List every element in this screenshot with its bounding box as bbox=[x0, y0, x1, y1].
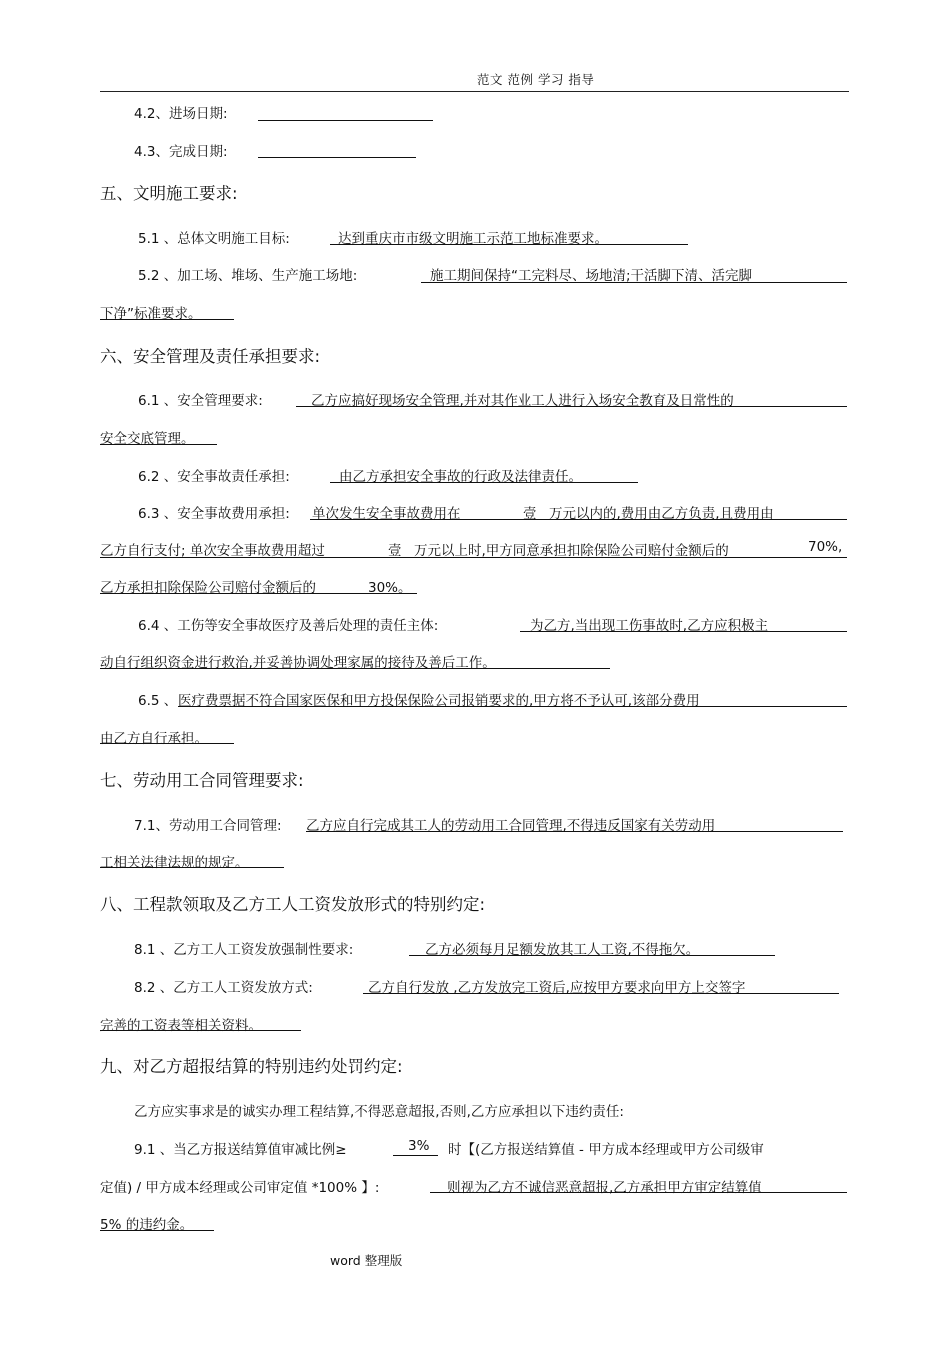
item-7-1-label: 7.1、劳动用工合同管理: bbox=[134, 818, 282, 834]
item-6-1-underline bbox=[296, 406, 847, 407]
item-6-3-amount-2: 壹 bbox=[388, 543, 402, 559]
item-6-3-percent-1: 70%, bbox=[808, 539, 843, 555]
item-6-3-percent-2: 30%。 bbox=[368, 580, 412, 596]
header-rule bbox=[100, 91, 849, 92]
item-6-1-continued: 安全交底管理。 bbox=[100, 431, 195, 447]
item-9-1-percent-underline bbox=[393, 1155, 438, 1156]
section-7-title: 七、劳动用工合同管理要求: bbox=[100, 771, 304, 790]
item-5-2-continued: 下净”标准要求。 bbox=[100, 306, 202, 322]
item-9-1-percent: 3% bbox=[408, 1138, 430, 1154]
item-7-1-continued-underline bbox=[100, 867, 284, 868]
item-5-2-underline bbox=[421, 282, 847, 283]
item-8-2-label: 8.2 、乙方工人工资发放方式: bbox=[134, 980, 313, 996]
item-6-1-value: 乙方应搞好现场安全管理,并对其作业工人进行入场安全教育及日常性的 bbox=[311, 393, 734, 409]
item-7-1-underline bbox=[306, 831, 843, 832]
item-7-1-continued: 工相关法律法规的规定。 bbox=[100, 855, 249, 871]
item-5-1-value: 达到重庆市市级文明施工示范工地标准要求。 bbox=[338, 231, 608, 247]
item-9-1-line-2: 定值) / 甲方成本经理或公司审定值 *100% 】: bbox=[100, 1180, 380, 1196]
item-6-5-label: 6.5 、 bbox=[138, 693, 178, 709]
item-4-2-label: 4.2、进场日期: bbox=[134, 106, 228, 122]
page-footer: word 整理版 bbox=[330, 1253, 403, 1268]
item-9-1-continued: 5% 的违约金。 bbox=[100, 1217, 194, 1233]
page-header: 范文 范例 学习 指导 bbox=[477, 72, 595, 87]
item-6-3-underline-1 bbox=[310, 519, 847, 520]
item-6-3-underline-2 bbox=[100, 557, 847, 558]
item-6-3-underline-3 bbox=[100, 593, 417, 594]
item-6-4-underline bbox=[520, 631, 847, 632]
item-6-1-label: 6.1 、安全管理要求: bbox=[138, 393, 263, 409]
item-4-2-blank bbox=[258, 120, 433, 121]
item-6-4-value: 为乙方,当出现工伤事故时,乙方应积极主 bbox=[530, 618, 769, 634]
item-9-1-text: 时【(乙方报送结算值 - 甲方成本经理或甲方公司级审 bbox=[448, 1142, 764, 1158]
item-6-4-label: 6.4 、工伤等安全事故医疗及善后处理的责任主体: bbox=[138, 618, 439, 634]
item-6-2-value: 由乙方承担安全事故的行政及法律责任。 bbox=[339, 469, 582, 485]
item-6-5-continued: 由乙方自行承担。 bbox=[100, 731, 208, 747]
item-8-2-continued: 完善的工资表等相关资料。 bbox=[100, 1018, 262, 1034]
item-8-1-underline bbox=[409, 955, 775, 956]
item-8-1-label: 8.1 、乙方工人工资发放强制性要求: bbox=[134, 942, 354, 958]
item-4-3-label: 4.3、完成日期: bbox=[134, 144, 228, 160]
section-8-title: 八、工程款领取及乙方工人工资发放形式的特别约定: bbox=[100, 895, 486, 914]
item-6-3-label: 6.3 、安全事故费用承担: bbox=[138, 506, 290, 522]
item-9-1-continued-underline bbox=[100, 1230, 214, 1231]
item-6-3-text-d: 乙方自行支付; 单次安全事故费用超过 bbox=[100, 543, 325, 559]
item-8-2-continued-underline bbox=[100, 1030, 301, 1031]
section-6-title: 六、安全管理及责任承担要求: bbox=[100, 347, 321, 366]
item-7-1-value: 乙方应自行完成其工人的劳动用工合同管理,不得违反国家有关劳动用 bbox=[306, 818, 716, 834]
item-6-5-underline bbox=[178, 706, 847, 707]
item-6-3-text-c: 万元以内的,费用由乙方负责,且费用由 bbox=[549, 506, 774, 522]
item-6-3-amount-1: 壹 bbox=[523, 506, 537, 522]
item-6-3-text-a: 单次发生安全事故费用在 bbox=[312, 506, 461, 522]
item-9-1-underline bbox=[430, 1192, 847, 1193]
item-8-1-value: 乙方必须每月足额发放其工人工资,不得拖欠。 bbox=[425, 942, 700, 958]
item-6-1-continued-underline bbox=[100, 444, 217, 445]
section-5-title: 五、文明施工要求: bbox=[100, 184, 238, 203]
item-6-5-value: 医疗费票据不符合国家医保和甲方投保保险公司报销要求的,甲方将不予认可,该部分费用 bbox=[178, 693, 700, 709]
section-9-intro: 乙方应实事求是的诚实办理工程结算,不得恶意超报,否则,乙方应承担以下违约责任: bbox=[134, 1104, 624, 1120]
item-9-1-value: 则视为乙方不诚信恶意超报,乙方承担甲方审定结算值 bbox=[447, 1180, 762, 1196]
item-6-5-continued-underline bbox=[100, 743, 234, 744]
item-8-2-underline bbox=[363, 993, 839, 994]
item-8-2-value: 乙方自行发放 ,乙方发放完工资后,应按甲方要求向甲方上交签字 bbox=[368, 980, 746, 996]
item-5-1-label: 5.1 、总体文明施工目标: bbox=[138, 231, 290, 247]
item-6-2-underline bbox=[330, 482, 638, 483]
item-9-1-label: 9.1 、当乙方报送结算值审减比例≥ bbox=[134, 1142, 347, 1158]
item-6-4-continued: 动自行组织资金进行救治,并妥善协调处理家属的接待及善后工作。 bbox=[100, 655, 496, 671]
item-6-4-continued-underline bbox=[100, 668, 610, 669]
item-5-1-underline bbox=[330, 244, 688, 245]
item-5-2-value: 施工期间保持“工完料尽、场地清;干活脚下清、活完脚 bbox=[430, 268, 753, 284]
item-6-3-text-h: 乙方承担扣除保险公司赔付金额后的 bbox=[100, 580, 316, 596]
item-4-3-blank bbox=[258, 157, 416, 158]
item-5-2-label: 5.2 、加工场、堆场、生产施工场地: bbox=[138, 268, 358, 284]
section-9-title: 九、对乙方超报结算的特别违约处罚约定: bbox=[100, 1057, 403, 1076]
item-5-2-continued-underline bbox=[100, 319, 234, 320]
item-6-2-label: 6.2 、安全事故责任承担: bbox=[138, 469, 290, 485]
item-6-3-text-f: 万元以上时,甲方同意承担扣除保险公司赔付金额后的 bbox=[414, 543, 729, 559]
